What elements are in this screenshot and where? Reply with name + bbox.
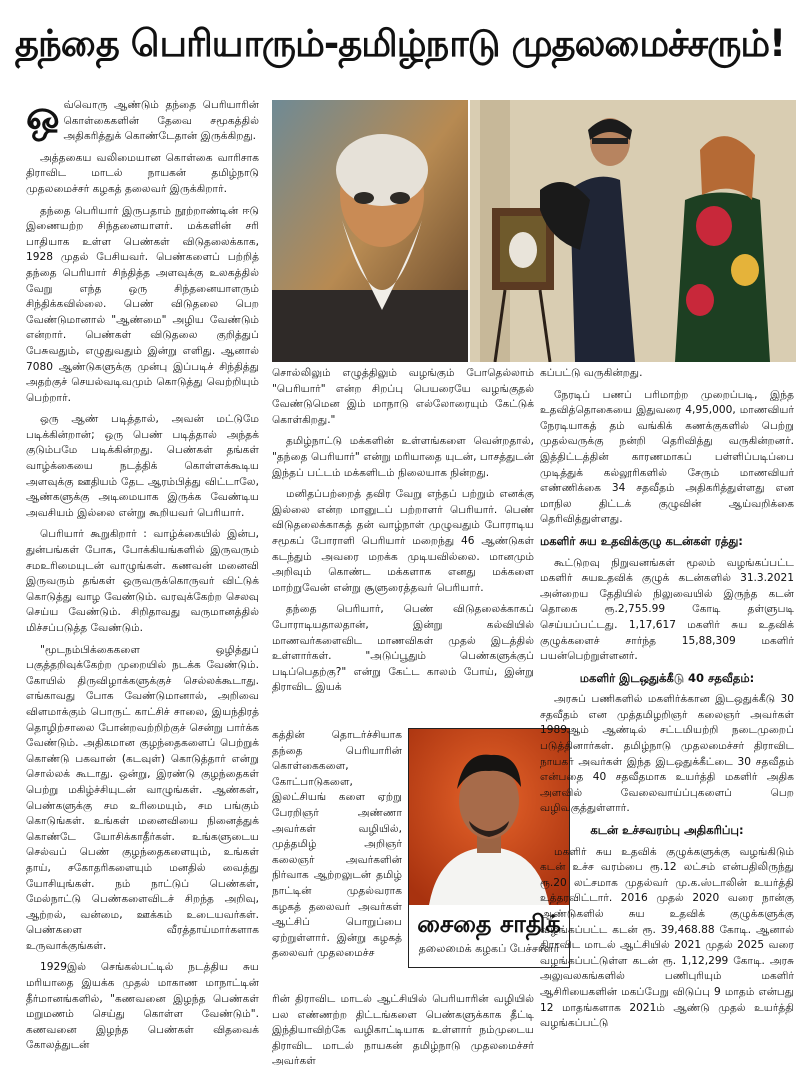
column-2-wrap	[272, 728, 402, 990]
paragraph: அத்தகைய வலிமையான கொள்கை வாரிசாக திராவிட மாடல் நாயகன் தமிழ்நாடு முதலமைச்சர் கழகத் தலைவர் இருக்கிறார்.	[26, 151, 259, 195]
paragraph: சொல்லிலும் எழுத்திலும் வழங்கும் போதெல்லாம் "பெரியார்" என்ற சிறப்பு பெயரையே வழங்குதல் வேண்டுமென இம் மாநாடு எல்லோரையும் கேட்டுக் கொள்கிறது."	[272, 367, 534, 426]
subheading: மகளிர் இடஒதுக்கீடு 40 சதவீதம்:	[579, 670, 755, 685]
paragraph: தந்தை பெரியார், பெண் விடுதலைக்காகப் போராடியதாலதான், இன்று கல்வியில் மாணவர்களைவிட மாணவிகள் முதல் இடத்தில் உள்ளார்கள். "அடுப்பூதும் பெண்களுக்குப் படிப்பெதற்கு?" என்று கேட்ட காலம் போய், இன்று திராவிட இயக்	[272, 603, 534, 694]
paragraph: 1929இல் செங்கல்பட்டில் நடத்திய சுய மரியாதை இயக்க முதல் மாகாண மாநாட்டின் தீர்மானங்களில், "கணவனை இழந்த பெண்கள் மறுமணம் செய்து கொள்ள வேண்டும்". கணவனை இழந்த பெண்கள் விதவைக் கோலத்துடன்	[26, 961, 259, 1052]
subheading: மகளிர் சுய உதவிக்குழு கடன்கள் ரத்து:	[540, 533, 743, 548]
dropcap: ஒ	[26, 98, 60, 139]
paragraph: ரின் திராவிட மாடல் ஆட்சியில் பெரியாரின் வழியில் பல எண்ணற்ற திட்டங்களை பெண்களுக்காக தீட்டி இந்தியாவிற்கே வழிகாட்டியாக உள்ளார் நம்முடைய திராவிட மாடல் நாயகன் தமிழ்நாடு முதலமைச்சர் அவர்கள்	[272, 993, 534, 1068]
paragraph: "மூடநம்பிக்கைகளை ஒழித்துப் பகுத்தறிவுக்கேற்ற முறையில் நடக்க வேண்டும். கோயில் திருவிழாக்களுக்குச் செல்லக்கூடாது. எங்காவது போக வேண்டுமானால், அறிவை விளமாக்கும் பொருட் காட்சிச் சாலை, இயந்திரத் தொழிற்சாலை போன்றவற்றிற்குச் சென்று பார்க்க வேண்டும். அதிகமான குழந்தைகளைப் பெற்றுக் கொண்டு பகவான் (கடவுள்) கொடுத்தார் என்று சொல்லக் கூடாது. ஒன்று, இரண்டு குழந்தைகள் பெற்று மகிழ்ச்சியுடன் வாழுங்கள். ஆண்கள், பெண்களுக்கு சம உரிமையும், சம பங்கும் கொடுங்கள். உங்கள் மனைவியை நினைத்துக் கொண்டே யோசிக்காதீர்கள். உங்களுடைய செல்வப் பெண் குழந்தைகளையும், உங்கள் தாய், சகோதரிகளையும் மனதில் வைத்து யோசியுங்கள். நம் நாட்டுப் பெண்கள், மேல்நாட்டு பெண்களைவிடச் சிறந்த அறிவு, ஆற்றல், வன்மை, ஊக்கம் உடையவர்கள். பெண்களை வீரத்தாய்மார்களாக உருவாக்குங்கள்.	[26, 643, 259, 952]
author-name: சைதை சாதிக்	[417, 910, 561, 938]
paragraph: தந்தை பெரியார் இருபதாம் நூற்றாண்டின் ஈடு இணையற்ற சிந்தனையாளர். மக்களின் சரி பாதியாக உள்ள பெண்கள் விடுதலைக்காக, 1928 முதல் பேசியவர். பெண்களைப் பற்றித் தந்தை பெரியார் சிந்தித்த அளவுக்கு உலகத்தில் வேறு எந்த ஒரு சிந்தனையாளரும் சிந்திக்கவில்லை. பெண் விடுதலை பெற வேண்டுமானால் "ஆண்மை" அழிய வேண்டும் என்றார். பெண்கள் விடுதலை குறித்துப் பேசுவதும், எழுதுவதும் இன்று எளிது. ஆனால் 7080 ஆண்டுகளுக்கு முன்பு இப்படிச் சிந்தித்து அதற்குச் செயல்வடிவமும் கொடுத்து வெற்றியும் பெற்றார்.	[26, 204, 259, 404]
paragraph: அரசுப் பணிகளில் மகளிர்க்கான இடஒதுக்கீடு 30 சதவீதம் என முத்தமிழறிஞர் கலைஞர் அவர்கள் 1989ஆம் ஆண்டில் சட்டமியற்றி நடைமுறைப் படுத்தினார்கள். தமிழ்நாடு முதலமைச்சர் திராவிட நாயகர் அவர்கள் இந்த இடஒதுக்கீட்டை 30 சதவீதம் என்பதை 40 சதவீதமாக உயர்த்தி மகளிர் அதிக அளவில் வேலைவாய்ப்புகளைப் பெற வழிவகுத்துள்ளார்.	[540, 693, 794, 815]
paragraph: நேரடிப் பணப் பரிமாற்ற முறைப்படி, இந்த உதவித்தொகையை இதுவரை 4,95,000, மாணவியர் நேரடியாகத் தம் வங்கிக் கணக்குகளில் பெற்று முதல்வருக்கு நன்றி தெரிவித்து வருகின்றனர். இத்திட்டத்தின் காரணமாகப் பள்ளிப்படிப்பை முடித்துக் கல்லூரிகளில் சேரும் மாணவியர் எண்ணிக்கை 34 சதவீதம் அதிகரித்துள்ளது என மாநில திட்டக் குழுவின் ஆய்வறிக்கை தெரிவித்துள்ளது.	[540, 388, 794, 526]
column-2-bottom	[272, 992, 534, 1070]
subheading: கடன் உச்சவரம்பு அதிகரிப்பு:	[590, 823, 744, 838]
paragraph: ஒவ்வொரு ஆண்டும் தந்தை பெரியாரின் கொள்கைகளின் தேவை சமூகத்தில் அதிகரித்துக் கொண்டேதான் இருக்கிறது.	[26, 98, 259, 143]
paragraph: கப்பட்டு வருகின்றது.	[540, 367, 643, 379]
periyar-painting-photo	[272, 100, 468, 362]
paragraph: மகளிர் சுய உதவிக் குழுக்களுக்கு வழங்கிடும் கடன் உச்ச வரம்பை ரூ.12 லட்சம் என்பதிலிருந்து ரூ.20 லட்சமாக முதல்வர் மு.க.ஸ்டாலின் உயர்த்தி உத்தரவிட்டார். 2016 முதல் 2020 வரை நான்கு ஆண்டுகளில் சுய உதவிக் குழுக்களுக்கு வழங்கப்பட்ட கடன் ரூ. 39,468.88 கோடி. ஆனால் திராவிட மாடல் ஆட்சியில் 2021 முதல் 2025 வரை வழங்கப்பட்டுள்ள கடன் ரூ. 1,12,299 கோடி. அரசு அலுவலகங்களில் பணிபுரியும் மகளிர் ஆசிரியைகளின் மகப்பேறு விடுப்பு 9 மாதம் என்பது 12 மாதங்களாக 2021ம் ஆண்டு முதல் உயர்த்தி வழங்கப்பட்டு	[540, 845, 794, 1030]
unveiling-event-photo	[470, 100, 796, 362]
author-title: தலைமைக் கழகப் பேச்சாளர்	[418, 942, 560, 955]
column-2	[272, 366, 534, 726]
paragraph: மனிதப்பற்றைத் தவிர வேறு எந்தப் பற்றும் எனக்கு இல்லை என்ற மானுடப் பற்றாளர் பெரியார். பெண் விடுதலைக்காகத் தன் வாழ்நாள் முழுவதும் போராடிய சமூகப் போராளி பெரியார் மறைந்து 46 ஆண்டுகள் கடந்தும் அவரை மறக்க முடியவில்லை. மானமும் அறிவும் கொண்ட மக்களாக எனது மக்களை மாற்றுவேன் என்று சூளுரைத்தவர் பெரியார்.	[272, 488, 534, 594]
unveiling-illustration	[470, 100, 796, 362]
paragraph: ஒரு ஆண் படித்தால், அவன் மட்டுமே படிக்கின்றான்; ஒரு பெண் படித்தால் அந்தக் குடும்பமே படிக்கின்றது. பெண்கள் தங்கள் வாழ்க்கையை நடத்திக் கொள்ளக்கூடிய அளவுக்கு ஊதியம் தேட ஆரம்பித்து விட்டாலே, ஆண்களுக்கு அடிமையாக இருக்க வேண்டிய அவசியம் இல்லை என்று கூறியவர் பெரியார்.	[26, 413, 259, 519]
column-1	[26, 98, 259, 1070]
headline: தந்தை பெரியாரும்-தமிழ்நாடு முதலமைச்சரும்!	[14, 22, 786, 65]
paragraph: தமிழ்நாட்டு மக்களின் உள்ளங்களை வென்றதால், "தந்தை பெரியார்" என்று மரியாதை யுடன், பாசத்துடன் இந்தப் பட்டம் மக்களிடம் நிலையாக நின்றது.	[272, 435, 534, 479]
column-3	[540, 366, 794, 1072]
paragraph: கூட்டுறவு நிறுவனங்கள் மூலம் வழங்கப்பட்ட மகளிர் சுயஉதவிக் குழுக் கடன்களில் 31.3.2021 அன்றைய தேதியில் நிலுவையில் இருந்த கடன் தொகை ரூ.2,755.99 கோடி தள்ளுபடி செய்யப்பட்டது. 1,17,617 மகளிர் சுய உதவிக் குழுக்களைச் சார்ந்த 15,88,309 மகளிர் பயன்பெற்றுள்ளனர்.	[540, 556, 794, 663]
paragraph: கத்தின் தொடர்ச்சியாக தந்தை பெரியாரின் கொள்கைகளை, கோட்பாடுகளை, இலட்சியங் களை ஏற்று பேரறிஞர் அண்ணா அவர்கள் வழியில், முத்தமிழ் அறிஞர் கலைஞர் அவர்களின் நிர்வாக ஆற்றலுடன் தமிழ் நாட்டின் முதல்வராக கழகத் தலைவர் அவர்கள் ஆட்சிப் பொறுப்பை ஏற்றுள்ளார். இன்று கழகத் தலைவர் முதலமைச்ச	[272, 729, 402, 960]
painting-illustration	[272, 100, 468, 362]
paragraph: பெரியார் கூறுகிறார் : வாழ்க்கையில் இன்ப, துன்பங்கள் போக, போக்கியங்களில் இருவரும் சமஉரிமையுடன் வாழுங்கள். கணவன் மனைவி இருவரும் தங்கள் ஒருவருக்கொருவர் விட்டுக் கொடுத்து வாழ வேண்டும். வரவுக்கேற்ற செலவு செய்ய வேண்டும். சிறிதாவது வருமானத்தில் மிச்சப்படுத்த வேண்டும்.	[26, 528, 259, 634]
